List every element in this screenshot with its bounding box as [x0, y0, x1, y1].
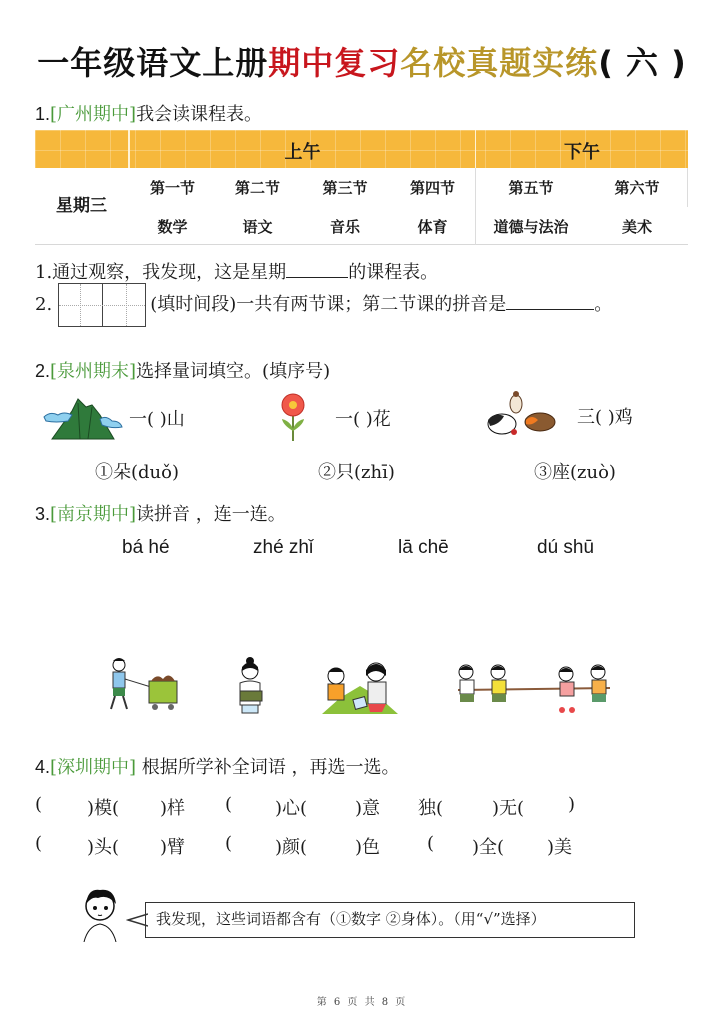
title-practice: 名校真题实练: [400, 44, 599, 82]
boy-pulling-cart-image[interactable]: [105, 657, 185, 717]
subject-4: 体育: [417, 218, 448, 236]
q1-prompt: 我会读课程表。: [136, 104, 263, 125]
children-folding-paper-image[interactable]: [320, 658, 400, 716]
time-period-writing-grid[interactable]: [58, 283, 146, 327]
q1-heading: [35, 100, 262, 126]
q3-source: [南京期中]: [50, 504, 137, 525]
girl-reading-image[interactable]: [230, 655, 270, 717]
flower-image: [278, 391, 308, 443]
title-review: 期中复习: [268, 44, 401, 82]
option-2: ②只(zhī): [318, 462, 395, 483]
period-2: 第二节: [234, 179, 280, 197]
option-1: ①朵(duǒ): [95, 462, 179, 483]
q4-prompt: 根据所学补全词语 ，再选一选。: [136, 757, 400, 778]
mountain-image: [42, 393, 128, 441]
schedule-day: 星期三: [56, 196, 107, 216]
tug-of-war-image[interactable]: [450, 660, 620, 718]
page-title: [0, 38, 724, 84]
boy-avatar-image: [78, 884, 122, 942]
pinyin-la-che[interactable]: lā chē: [398, 537, 449, 558]
schedule-body: [35, 168, 688, 245]
q2-prompt: 选择量词填空。(填序号): [136, 361, 331, 382]
title-number: ( 六 ): [598, 44, 687, 82]
q3-prompt: 读拼音 ，连一连。: [136, 504, 286, 525]
q1-sub2: 2. (填时间段)一共有两节课；第二节课的拼音是 。: [35, 283, 612, 327]
pinyin-zhe-zhi[interactable]: zhé zhǐ: [253, 537, 314, 558]
title-grade: 一年级语文上册: [37, 44, 269, 82]
subject-2: 语文: [242, 218, 273, 236]
subject-1: 数学: [157, 218, 188, 236]
chicken-measure-word: 三( )鸡: [577, 407, 633, 428]
chickens-image: [486, 390, 562, 442]
subject-3: 音乐: [329, 218, 360, 236]
period-1: 第一节: [149, 179, 195, 197]
q3-heading: 3.[南京期中]读拼音 ，连一连。: [35, 504, 286, 525]
q4-source: [深圳期中]: [50, 757, 137, 778]
schedule-table: [35, 130, 688, 245]
weekday-answer-blank[interactable]: [286, 260, 348, 278]
q4-heading: 4.[深圳期中] 根据所学补全词语 ，再选一选。: [35, 757, 400, 778]
page-number: 第 6 页 共 8 页: [316, 997, 408, 1008]
period-5: 第五节: [508, 179, 554, 197]
q1-source: [广州期中]: [50, 104, 137, 125]
subject-6: 美术: [621, 218, 652, 236]
period-6: 第六节: [614, 179, 660, 197]
subject-5: 道德与法治: [493, 218, 569, 236]
header-afternoon: 下午: [564, 142, 600, 163]
mountain-measure-word: 一( )山: [129, 409, 185, 430]
q2-source: [泉州期末]: [50, 361, 137, 382]
pinyin-answer-blank[interactable]: [506, 292, 594, 310]
pinyin-du-shu[interactable]: dú shū: [537, 537, 595, 558]
period-4: 第四节: [409, 179, 455, 197]
schedule-header: [35, 130, 688, 168]
option-3: ③座(zuò): [534, 462, 616, 483]
period-3: 第三节: [322, 179, 368, 197]
q1-sub1: 1.通过观察，我发现，这是星期 的课程表。: [35, 262, 439, 283]
flower-measure-word: 一( )花: [335, 409, 391, 430]
pinyin-ba-he[interactable]: bá hé: [122, 537, 170, 558]
header-morning: 上午: [284, 142, 321, 163]
q1-number: 1.: [35, 104, 51, 124]
speech-bubble: 我发现，这些词语都含有（①数字 ②身体）。（用“√”选择）: [145, 902, 635, 938]
q2-heading: 2.[泉州期末]选择量词填空。(填序号): [35, 361, 331, 382]
